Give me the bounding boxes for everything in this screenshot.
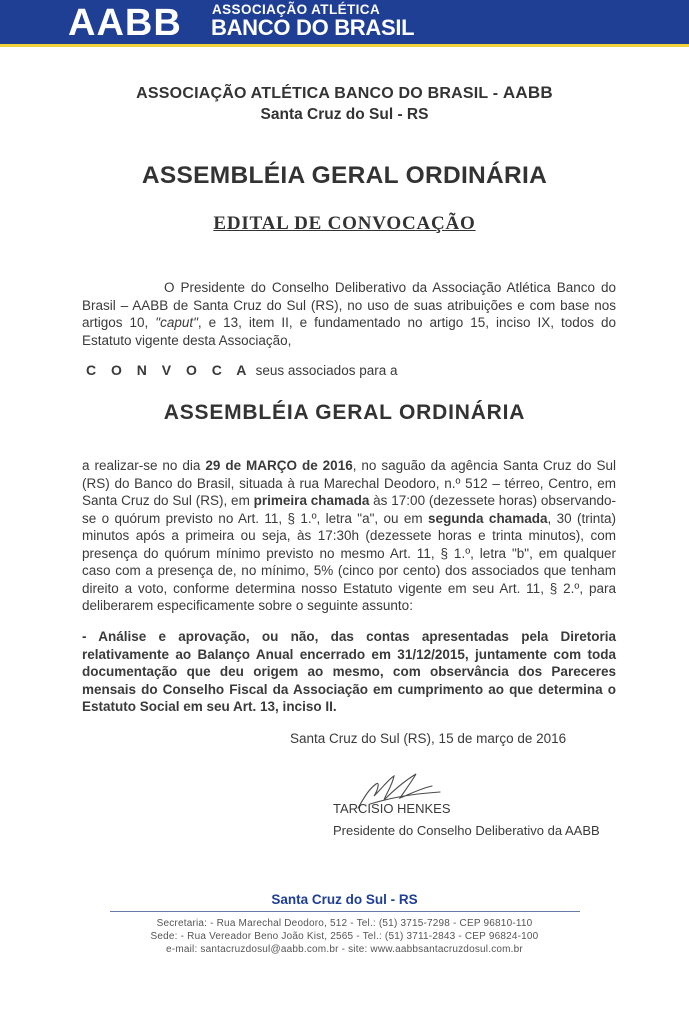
issue-date: Santa Cruz do Sul (RS), 15 de março de 2016	[290, 731, 567, 746]
details-paragraph	[82, 457, 616, 615]
footer-secretaria: Secretaria: - Rua Marechal Deodoro, 512 - Tel.: (51) 3715-7298 - CEP 96810-110	[156, 918, 533, 929]
intro-paragraph	[82, 279, 616, 349]
association-acronym: AABB	[502, 83, 553, 102]
signer-role: Presidente do Conselho Deliberativo da AABB	[333, 823, 600, 838]
details-text-c: às 17:00 (dezessete horas) observando-se o quórum previsto no Art. 11, § 1.º, letra "a", ou em	[82, 493, 616, 526]
intro-text-a: O Presidente do Conselho Deliberativo da Associação Atlética Banco do Brasil – AABB de Santa Cruz do Sul (RS), no uso de suas atribuições e com base nos artigos 10,	[82, 280, 616, 330]
logo-subtitle-line1: ASSOCIAÇÃO ATLÉTICA	[212, 2, 381, 17]
document-title: ASSEMBLÉIA GERAL ORDINÁRIA	[141, 162, 548, 189]
association-heading	[0, 83, 689, 103]
footer-sede: Sede: - Rua Vereador Beno João Kist, 2565 - Tel.: (51) 3711-2843 - CEP 96824-100	[150, 931, 539, 942]
edital-subtitle: EDITAL DE CONVOCAÇÃO	[213, 213, 476, 234]
details-text-a: a realizar-se no dia	[82, 458, 206, 473]
details-text-b: , no saguão da agência Santa Cruz do Sul (RS) do Banco do Brasil, situada à rua Marechal Deodoro, n.º 512 – térreo, Centro, em Santa Cruz do Sul (RS), em	[82, 458, 616, 508]
second-call: segunda chamada	[428, 510, 548, 526]
logo-subtitle-line2: BANCO DO BRASIL	[211, 15, 415, 40]
details-text-d: , 30 (trinta) minutos após a primeira ou seja, às 17:30h (dezessete horas e trinta minutos), com presença do quórum mínimo previsto no mesmo Art. 11, § 1.º, letra "b", em qualquer caso com a presença de, no mínimo, 5% (cinco por cento) dos associados que tenham direito a voto, conforme determina nosso Estatuto vigente em seu Art. 11, § 2.º, para deliberarem especificamente sobre o seguinte assunto:	[82, 510, 616, 613]
footer-contact: e-mail: santacruzdosul@aabb.com.br - site: www.aabbsantacruzdosul.com.br	[166, 944, 523, 955]
intro-caput: "caput"	[155, 315, 198, 330]
intro-text-b: , e 13, item II, e fundamentado no artigo 15, inciso IX, todos do Estatuto vigente desta Associação,	[82, 315, 617, 348]
agenda-paragraph: - Análise e aprovação, ou não, das contas apresentadas pela Diretoria relativamente ao Balanço Anual encerrado em 31/12/2015, juntamente com toda documentação que deu origem ao mesmo, com observância dos Pareceres mensais do Conselho Fiscal da Associação em cumprimento ao que determina o Estatuto Social em seu Art. 13, inciso II.	[82, 629, 616, 714]
meeting-date: 29 de MARÇO de 2016	[205, 458, 353, 473]
first-call: primeira chamada	[253, 493, 370, 508]
city-heading: Santa Cruz do Sul - RS	[260, 106, 429, 123]
convoca-word: C O N V O C A	[86, 362, 252, 378]
signer-name: TARCISIO HENKES	[333, 801, 451, 816]
footer-city: Santa Cruz do Sul - RS	[271, 892, 418, 907]
footer-divider	[110, 911, 580, 912]
aabb-logo-text: AABB	[68, 2, 182, 44]
convoca-rest: seus associados para a	[251, 363, 398, 378]
convoca-line	[86, 362, 397, 378]
association-name: ASSOCIAÇÃO ATLÉTICA BANCO DO BRASIL -	[136, 85, 503, 102]
header-banner	[0, 0, 689, 47]
assembly-title: ASSEMBLÉIA GERAL ORDINÁRIA	[163, 401, 526, 424]
